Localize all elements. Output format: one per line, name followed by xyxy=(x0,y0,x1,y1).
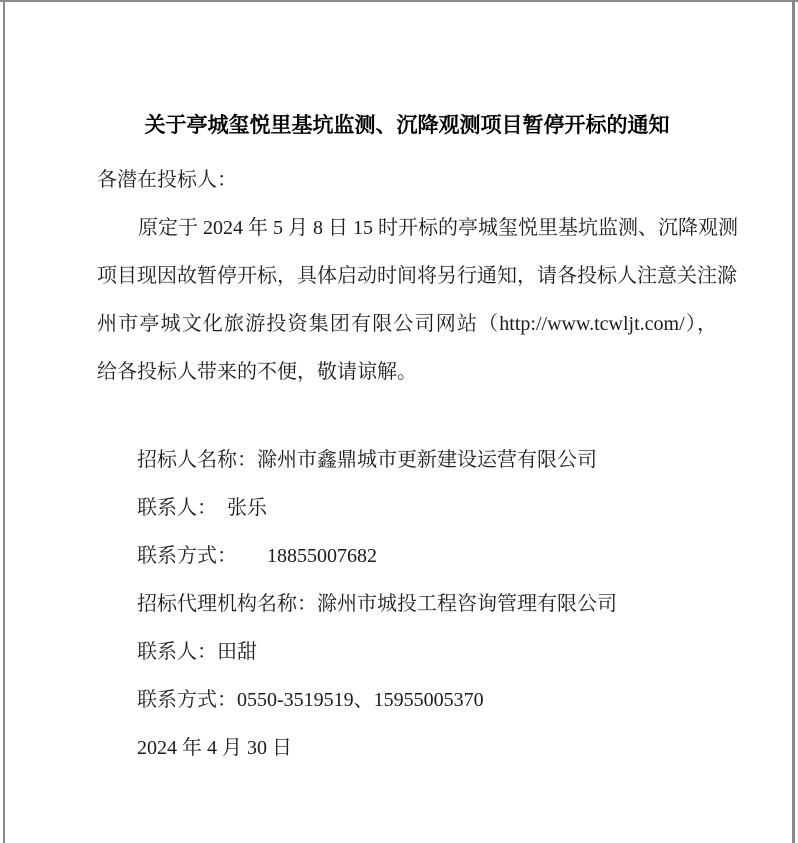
agency-contact-person-line: 联系人：田甜 xyxy=(137,641,257,663)
paragraph-line-with-url: 州市亭城文化旅游投资集团有限公司网站（http://www.tcwljt.com/）， xyxy=(97,313,717,335)
paragraph-line: 原定于 2024 年 5 月 8 日 15 时开标的亭城玺悦里基坑监测、沉降观测 xyxy=(138,217,738,239)
tenderer-contact-person-line: 联系人： 张乐 xyxy=(137,497,267,519)
contact-info-block xyxy=(97,436,717,772)
notice-body-paragraph xyxy=(97,204,738,396)
agency-contact-phone-line: 联系方式：0550-3519519、15955005370 xyxy=(137,689,484,711)
page-border-right xyxy=(792,0,795,843)
tenderer-contact-phone-line: 联系方式： 18855007682 xyxy=(137,545,377,567)
paragraph-line: 给各投标人带来的不便，敬请谅解。 xyxy=(97,361,417,383)
notice-title: 关于亭城玺悦里基坑监测、沉降观测项目暂停开标的通知 xyxy=(144,113,670,137)
notice-document xyxy=(97,0,738,772)
salutation-line: 各潜在投标人： xyxy=(97,169,237,191)
agency-name-line: 招标代理机构名称：滁州市城投工程咨询管理有限公司 xyxy=(137,593,617,615)
notice-date-line: 2024 年 4 月 30 日 xyxy=(137,737,292,759)
paragraph-line: 项目现因故暂停开标，具体启动时间将另行通知，请各投标人注意关注滁 xyxy=(97,265,737,287)
page-border-left xyxy=(3,0,5,843)
tenderer-name-line: 招标人名称：滁州市鑫鼎城市更新建设运营有限公司 xyxy=(137,449,597,471)
